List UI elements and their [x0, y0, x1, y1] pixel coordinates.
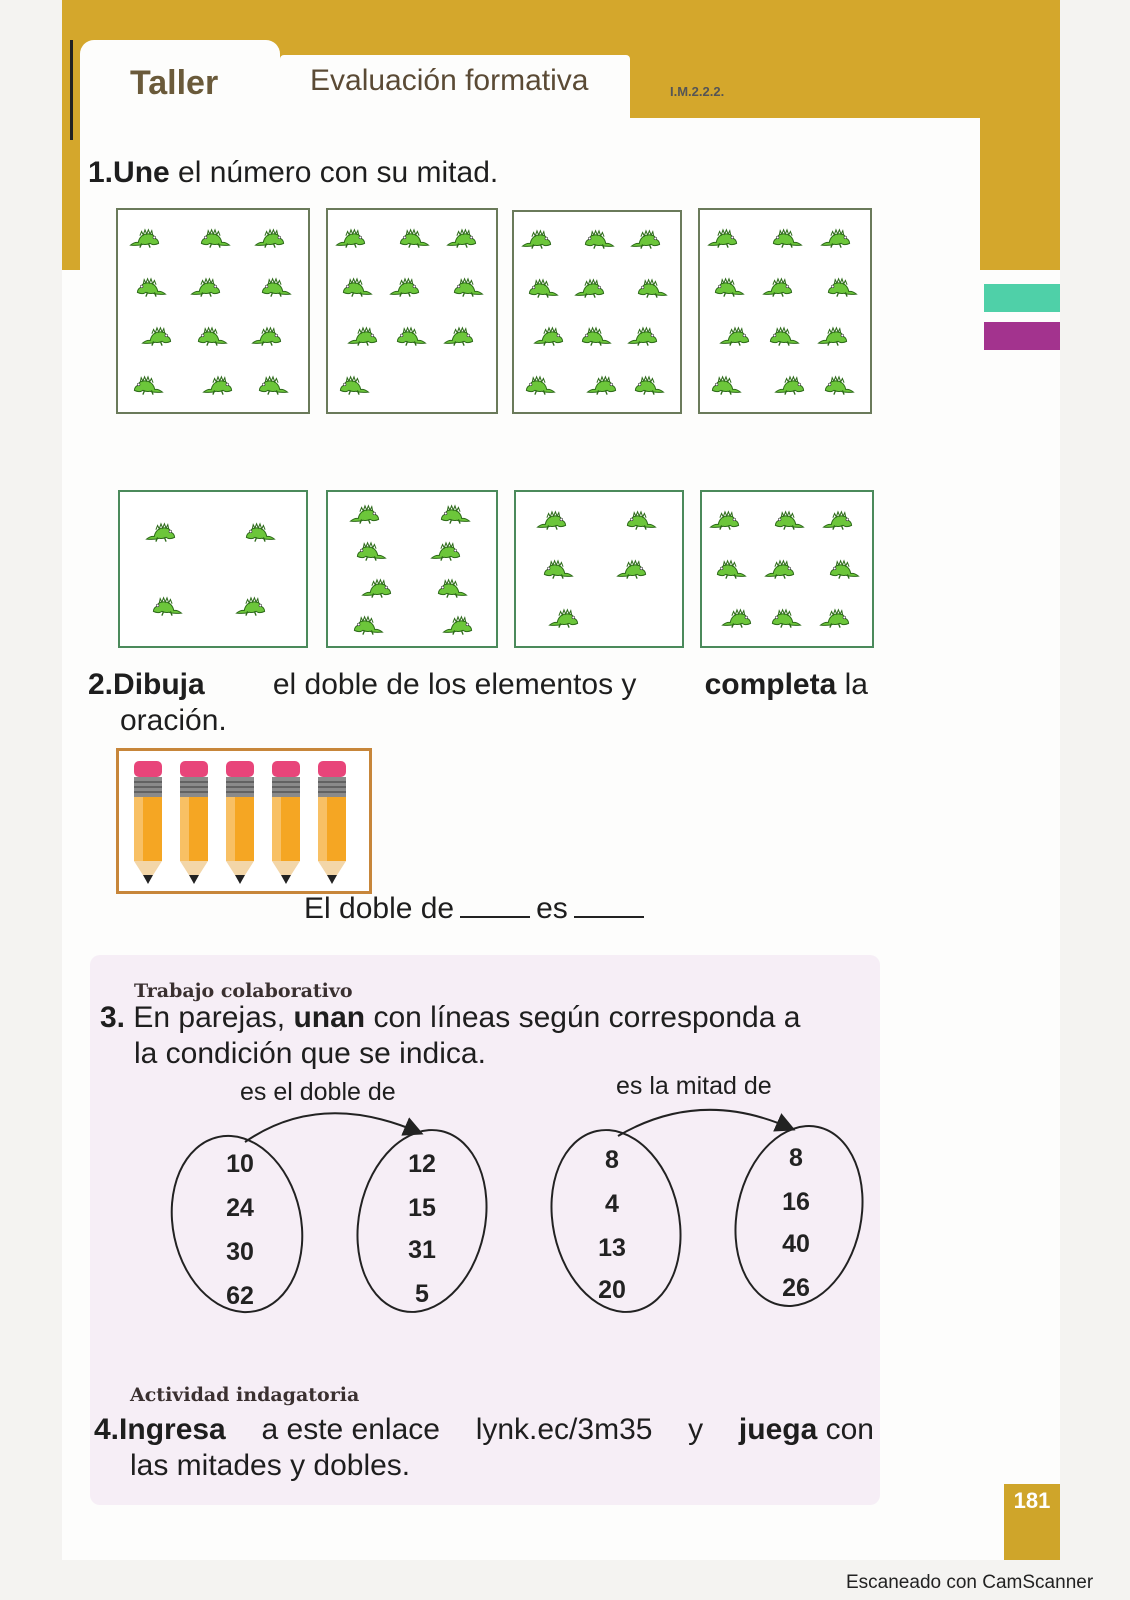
- question-3-verb: unan: [293, 1001, 366, 1034]
- collaborative-label: Trabajo colaborativo: [134, 980, 353, 1002]
- game-link[interactable]: lynk.ec/3m35: [475, 1413, 653, 1446]
- oval-4-number[interactable]: 16: [782, 1188, 810, 1216]
- question-3-text-1: En parejas,: [125, 1001, 294, 1034]
- double-caption: es el doble de: [240, 1078, 396, 1106]
- question-1-verb: Une: [113, 156, 170, 189]
- oval-3-number[interactable]: 8: [605, 1146, 619, 1174]
- oval-1-number[interactable]: 10: [226, 1150, 254, 1178]
- oval-4-number[interactable]: 26: [782, 1274, 810, 1302]
- question-4-text-3: con: [817, 1413, 874, 1446]
- oval-2-number[interactable]: 31: [408, 1236, 436, 1264]
- question-4-number: 4.: [94, 1413, 120, 1446]
- question-3-number: 3.: [100, 1001, 126, 1034]
- oval-2-number[interactable]: 15: [408, 1194, 436, 1222]
- oval-4-number[interactable]: 40: [782, 1230, 810, 1258]
- question-2-text-1: el doble de los elementos y: [272, 668, 637, 701]
- question-4-verb-2: juega: [738, 1413, 818, 1446]
- question-4-text-2: y: [688, 1413, 704, 1446]
- question-1-text: el número con su mitad.: [169, 156, 499, 189]
- question-4-text-1: a este enlace: [261, 1413, 440, 1446]
- question-3-text-2: con líneas según corresponda a: [365, 1001, 801, 1034]
- question-3-text-3: la condición que se indica.: [134, 1037, 486, 1070]
- page-number: 181: [1013, 1488, 1051, 1513]
- scanner-watermark: Escaneado con CamScanner: [846, 1572, 1094, 1593]
- half-arrow: [618, 1110, 790, 1136]
- question-2-text-3: oración.: [120, 704, 227, 737]
- skill-code: I.M.2.2.2.: [670, 84, 725, 99]
- oval-1-number[interactable]: 62: [226, 1282, 254, 1310]
- oval-3-number[interactable]: 4: [605, 1190, 619, 1218]
- question-2-number: 2.: [88, 668, 114, 701]
- oval-1-number[interactable]: 30: [226, 1238, 254, 1266]
- question-1-number: 1.: [88, 156, 114, 189]
- question-2-verb-1: Dibuja: [113, 668, 205, 701]
- oval-4-number[interactable]: 8: [789, 1144, 803, 1172]
- sentence-part-2: es: [536, 892, 568, 925]
- question-4-text-4: las mitades y dobles.: [130, 1449, 411, 1482]
- question-2-verb-2: completa: [704, 668, 837, 701]
- oval-3-number[interactable]: 20: [598, 1276, 626, 1304]
- question-4-verb-1: Ingresa: [119, 1413, 226, 1446]
- oval-1-number[interactable]: 24: [226, 1194, 254, 1222]
- oval-2-number[interactable]: 12: [408, 1150, 436, 1178]
- question-4: [94, 1412, 874, 1484]
- double-arrow: [245, 1113, 418, 1142]
- taller-title: Taller: [130, 64, 219, 102]
- question-2-text-2: la: [836, 668, 868, 701]
- evaluacion-title: Evaluación formativa: [310, 64, 589, 97]
- oval-3-number[interactable]: 13: [598, 1234, 626, 1262]
- research-label: Actividad indagatoria: [130, 1384, 360, 1406]
- half-caption: es la mitad de: [616, 1072, 772, 1100]
- oval-2-number[interactable]: 5: [415, 1280, 429, 1308]
- sentence-part-1: El doble de: [304, 892, 455, 925]
